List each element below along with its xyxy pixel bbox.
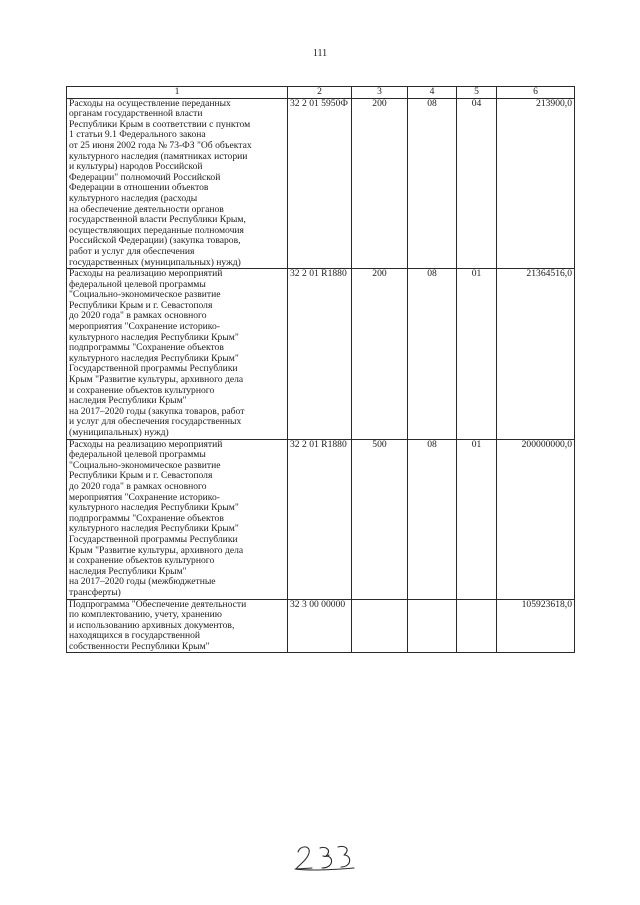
row-type <box>352 599 408 653</box>
row-description <box>67 98 288 269</box>
description-line: и сохранение объектов культурного <box>69 555 215 567</box>
description-line: Федерации" полномочий Российской <box>69 171 221 183</box>
table-body <box>67 98 575 653</box>
row-code: 32 2 01 R1880 <box>288 269 352 440</box>
column-header: 3 <box>352 87 408 99</box>
description-line: собственности Республики Крым" <box>69 640 210 652</box>
description-line: Расходы на реализацию мероприятий <box>69 268 223 280</box>
handwritten-page-number <box>290 838 360 874</box>
description-line: наследия Республики Крым" <box>69 565 187 577</box>
description-line: и сохранение объектов культурного <box>69 384 215 396</box>
description-line: культурного наследия Республики Крым" <box>69 352 239 364</box>
description-line: и услуг для обеспечения государственных <box>69 416 242 428</box>
description-line: Государственной программы Республики <box>69 363 238 375</box>
page-number: 111 <box>312 48 328 59</box>
column-header: 1 <box>67 87 288 99</box>
budget-table <box>66 86 575 653</box>
description-line: "Социально-экономическое развитие <box>69 289 221 301</box>
description-line: подпрограммы "Сохранение объектов <box>69 512 224 524</box>
description-line: Федерации в отношении объектов <box>69 182 209 194</box>
description-line: 1 статьи 9.1 Федерального закона <box>69 129 206 141</box>
row-section: 08 <box>408 439 457 599</box>
column-header: 6 <box>497 87 575 99</box>
row-code: 32 2 01 R1880 <box>288 439 352 599</box>
description-line: культурного наследия Республики Крым" <box>69 331 239 343</box>
column-header: 4 <box>408 87 457 99</box>
description-line: Расходы на осуществление переданных <box>69 97 231 109</box>
description-line: "Социально-экономическое развитие <box>69 459 221 471</box>
description-line: федеральной целевой программы <box>69 449 206 461</box>
description-line: до 2020 года" в рамках основного <box>69 480 207 492</box>
description-line: государственной власти Республики Крым, <box>69 214 246 226</box>
description-line: федеральной целевой программы <box>69 278 206 290</box>
description-line: до 2020 года" в рамках основного <box>69 310 207 322</box>
description-line: культурного наследия Республики Крым" <box>69 523 239 535</box>
row-subsection: 01 <box>457 439 497 599</box>
description-line: и культуры) народов Российской <box>69 161 203 173</box>
row-description <box>67 439 288 599</box>
description-line: от 25 июня 2002 года № 73-ФЗ "Об объектах <box>69 139 252 151</box>
row-subsection: 01 <box>457 269 497 440</box>
table-row <box>67 269 575 440</box>
row-section: 08 <box>408 98 457 269</box>
description-line: мероприятия "Сохранение историко- <box>69 491 220 503</box>
table-row <box>67 98 575 269</box>
description-line: Республики Крым и г. Севастополя <box>69 470 213 482</box>
description-line: мероприятия "Сохранение историко- <box>69 321 220 333</box>
row-section: 08 <box>408 269 457 440</box>
table-row <box>67 439 575 599</box>
description-line: наследия Республики Крым" <box>69 395 187 407</box>
description-line: (муниципальных) нужд) <box>69 427 169 438</box>
description-line: культурного наследия Республики Крым" <box>69 502 239 514</box>
row-code: 32 2 01 5950Ф <box>288 98 352 269</box>
description-line: Крым "Развитие культуры, архивного дела <box>69 374 244 386</box>
column-header: 5 <box>457 87 497 99</box>
description-line: подпрограммы "Сохранение объектов <box>69 342 224 354</box>
description-line: трансферты) <box>69 586 121 598</box>
description-line: по комплектованию, учету, хранению <box>69 609 222 621</box>
row-code: 32 3 00 00000 <box>288 599 352 653</box>
row-amount: 105923618,0 <box>497 599 575 653</box>
description-line: Расходы на реализацию мероприятий <box>69 438 223 450</box>
description-line: Республики Крым и г. Севастополя <box>69 299 213 311</box>
row-amount: 21364516,0 <box>497 269 575 440</box>
row-subsection: 04 <box>457 98 497 269</box>
description-line: находящихся в государственной <box>69 630 201 642</box>
description-line: Подпрограмма "Обеспечение деятельности <box>69 598 247 610</box>
table-header-row <box>67 87 575 99</box>
description-line: культурного наследия (расходы <box>69 192 198 204</box>
column-header: 2 <box>288 87 352 99</box>
description-line: работ и услуг для обеспечения <box>69 245 195 257</box>
row-description <box>67 269 288 440</box>
description-line: органам государственной власти <box>69 108 203 120</box>
description-line: государственных (муниципальных) нужд) <box>69 256 241 268</box>
row-amount: 213900,0 <box>497 98 575 269</box>
description-line: на обеспечение деятельности органов <box>69 203 224 215</box>
description-line: Российской Федерации) (закупка товаров, <box>69 235 241 247</box>
table-row <box>67 599 575 653</box>
row-type: 500 <box>352 439 408 599</box>
description-line: осуществляющих переданные полномочия <box>69 224 244 236</box>
description-line: Крым "Развитие культуры, архивного дела <box>69 544 244 556</box>
description-line: на 2017–2020 годы (закупка товаров, работ <box>69 405 245 417</box>
description-line: Государственной программы Республики <box>69 533 238 545</box>
description-line: и использованию архивных документов, <box>69 619 235 631</box>
row-description <box>67 599 288 653</box>
row-subsection <box>457 599 497 653</box>
row-amount: 200000000,0 <box>497 439 575 599</box>
description-line: на 2017–2020 годы (межбюджетные <box>69 576 216 588</box>
row-type: 200 <box>352 98 408 269</box>
row-section <box>408 599 457 653</box>
row-type: 200 <box>352 269 408 440</box>
description-line: Республики Крым в соответствии с пунктом <box>69 118 251 130</box>
description-line: культурного наследия (памятниках истории <box>69 150 248 162</box>
